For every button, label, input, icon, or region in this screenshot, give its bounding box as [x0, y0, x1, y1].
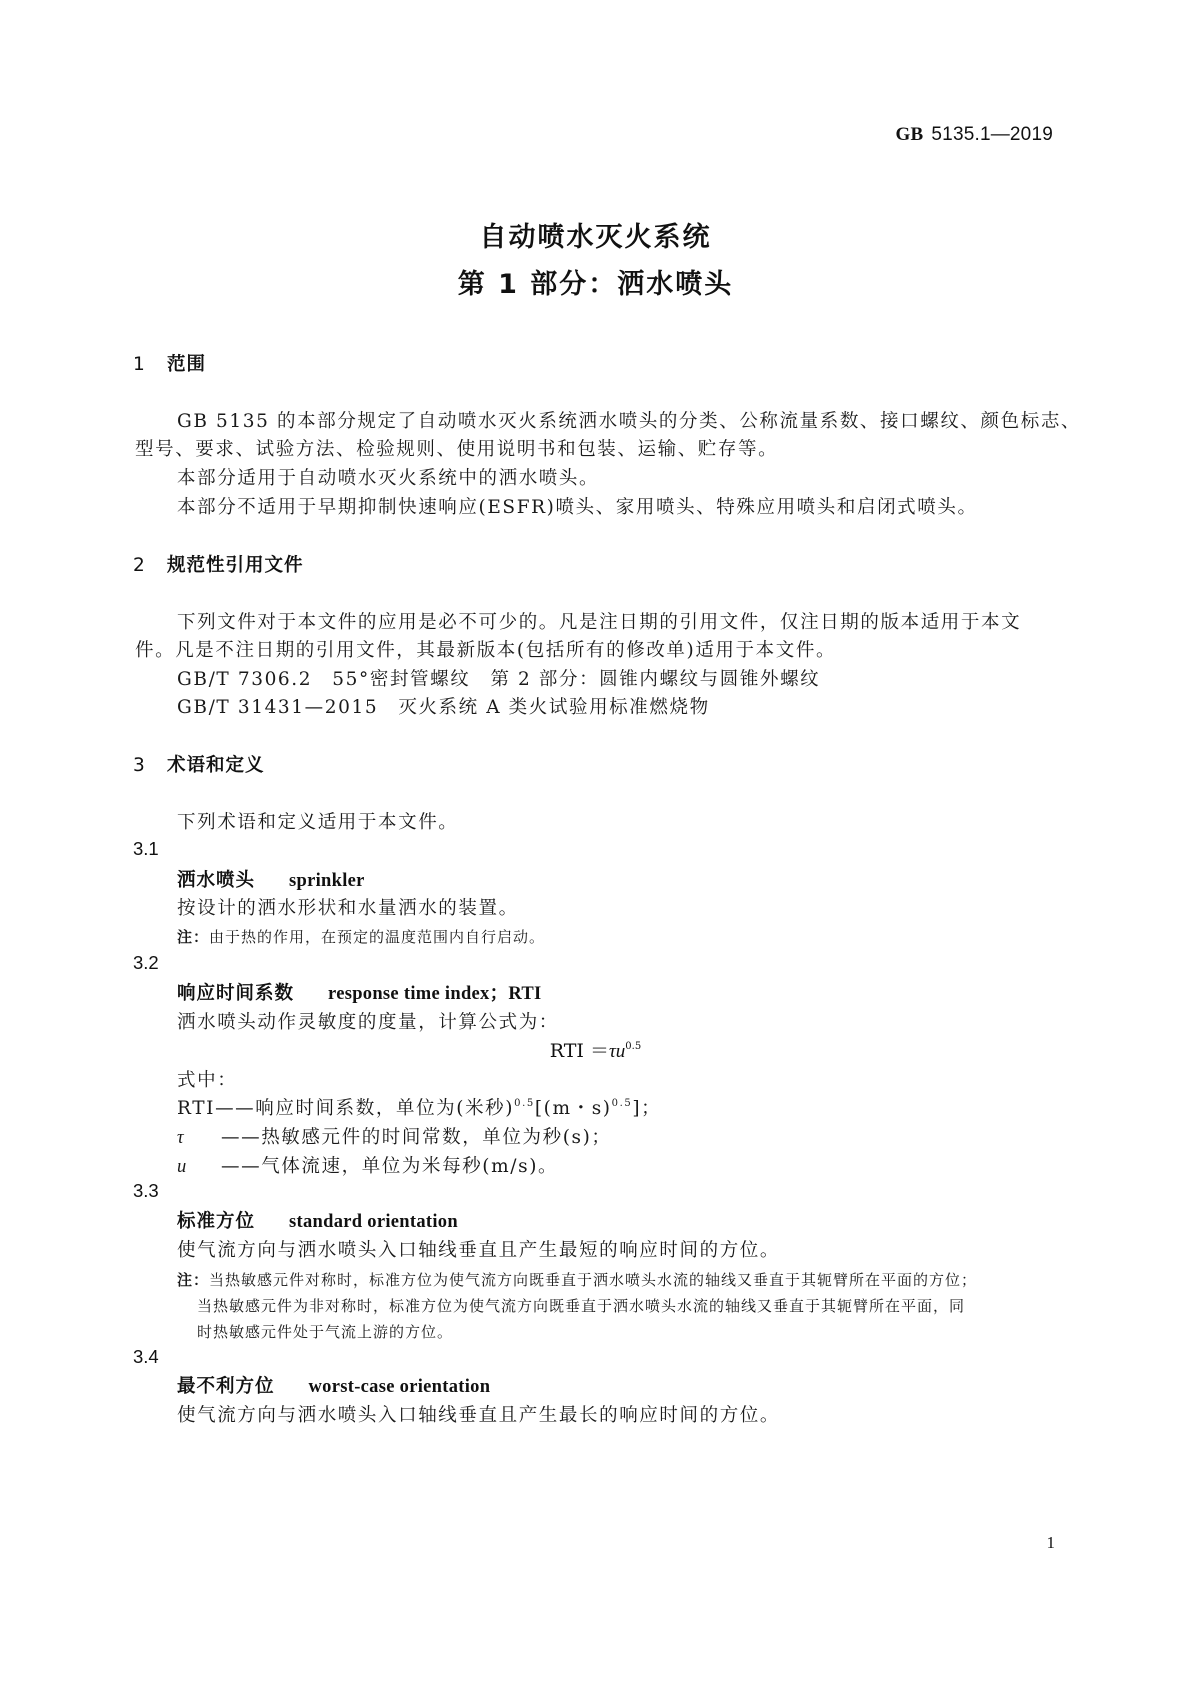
variable-description: ——热敏感元件的时间常数，单位为秒(s)； — [221, 1127, 612, 1148]
formula-exponent: 0.5 — [625, 1041, 642, 1052]
term-zh: 最不利方位 — [177, 1376, 275, 1397]
rti-formula — [0, 1036, 1191, 1063]
standard-prefix: GB — [895, 124, 924, 145]
paragraph: 本部分适用于自动喷水灭火系统中的洒水喷头。 — [177, 468, 600, 489]
unit-exponent: 0.5 — [611, 1098, 633, 1109]
term-heading — [177, 1207, 458, 1233]
term-en: standard orientation — [289, 1212, 458, 1232]
variable-description: ——气体流速，单位为米每秒(m/s)。 — [221, 1156, 559, 1177]
paragraph: 件。凡是不注日期的引用文件，其最新版本(包括所有的修改单)适用于本文件。 — [135, 640, 837, 661]
paragraph: 下列术语和定义适用于本文件。 — [177, 812, 459, 833]
standard-code — [896, 123, 1053, 146]
clause-number: 3.4 — [133, 1346, 159, 1367]
term-note — [177, 1269, 977, 1290]
term-definition: 使气流方向与洒水喷头入口轴线垂直且产生最短的响应时间的方位。 — [177, 1240, 781, 1261]
section-title: 范围 — [167, 354, 207, 375]
term-en: response time index；RTI — [328, 984, 542, 1004]
where-label: 式中： — [177, 1070, 238, 1091]
variable-u — [177, 1152, 558, 1178]
variable-symbol: τ — [177, 1128, 186, 1148]
normative-reference: GB/T 7306.2 55°密封管螺纹 第 2 部分：圆锥内螺纹与圆锥外螺纹 — [177, 669, 821, 690]
term-zh: 标准方位 — [177, 1211, 256, 1232]
unit-text: ]； — [632, 1098, 662, 1119]
variable-symbol: u — [177, 1157, 188, 1177]
note-label: 注： — [177, 1271, 210, 1289]
paragraph: GB 5135 的本部分规定了自动喷水灭火系统洒水喷头的分类、公称流量系数、接口螺纹、颜色标志、 — [177, 411, 1082, 432]
note-text: 由于热的作用，在预定的温度范围内自行启动。 — [209, 928, 546, 946]
document-subtitle: 第 1 部分：洒水喷头 — [457, 269, 734, 300]
term-heading — [177, 979, 542, 1005]
term-note — [177, 926, 545, 947]
term-heading — [177, 866, 365, 892]
term-en: worst-case orientation — [308, 1377, 491, 1397]
note-continuation: 当热敏感元件为非对称时，标准方位为使气流方向既垂直于洒水喷头水流的轴线又垂直于其轭臂所在平面，同 — [197, 1297, 966, 1315]
term-zh: 响应时间系数 — [177, 983, 295, 1004]
section-number: 1 — [133, 354, 146, 375]
page-number: 1 — [1046, 1533, 1055, 1552]
unit-text: [(m・s) — [534, 1098, 612, 1119]
note-continuation: 时热敏感元件处于气流上游的方位。 — [197, 1323, 454, 1341]
section-number: 2 — [133, 555, 146, 576]
section-2-heading — [133, 551, 304, 577]
term-heading — [177, 1372, 490, 1398]
section-1-heading — [133, 350, 206, 376]
normative-reference: GB/T 31431—2015 灭火系统 A 类火试验用标准燃烧物 — [177, 697, 710, 718]
term-zh: 洒水喷头 — [177, 870, 256, 891]
paragraph: 型号、要求、试验方法、检验规则、使用说明书和包装、运输、贮存等。 — [135, 439, 779, 460]
paragraph: 本部分不适用于早期抑制快速响应(ESFR)喷头、家用喷头、特殊应用喷头和启闭式喷头。 — [177, 497, 978, 518]
term-definition: 洒水喷头动作灵敏度的度量，计算公式为： — [177, 1012, 559, 1033]
note-label: 注： — [177, 928, 210, 946]
formula-rhs: τu — [608, 1041, 626, 1062]
section-3-heading — [133, 751, 265, 777]
unit-exponent: 0.5 — [514, 1098, 535, 1109]
variable-symbol: RTI — [177, 1098, 216, 1119]
term-definition: 按设计的洒水形状和水量洒水的装置。 — [177, 898, 519, 919]
formula-lhs: RTI ＝ — [549, 1040, 609, 1062]
note-text: 当热敏感元件对称时，标准方位为使气流方向既垂直于洒水喷头水流的轴线又垂直于其轭臂所在平面的方位； — [209, 1271, 978, 1289]
clause-number: 3.2 — [133, 952, 159, 973]
section-number: 3 — [133, 755, 146, 776]
paragraph: 下列文件对于本文件的应用是必不可少的。凡是注日期的引用文件，仅注日期的版本适用于本文 — [177, 612, 1022, 633]
clause-number: 3.1 — [133, 838, 159, 859]
standard-number: 5135.1—2019 — [931, 124, 1053, 145]
variable-rti — [177, 1094, 661, 1120]
section-title: 规范性引用文件 — [167, 555, 304, 576]
clause-number: 3.3 — [133, 1180, 159, 1201]
term-definition: 使气流方向与洒水喷头入口轴线垂直且产生最长的响应时间的方位。 — [177, 1405, 781, 1426]
document-title: 自动喷水灭火系统 — [479, 222, 712, 253]
section-title: 术语和定义 — [167, 755, 265, 776]
variable-description: ——响应时间系数，单位为(米秒) — [215, 1098, 515, 1119]
term-en: sprinkler — [289, 871, 365, 891]
variable-tau — [177, 1123, 612, 1149]
